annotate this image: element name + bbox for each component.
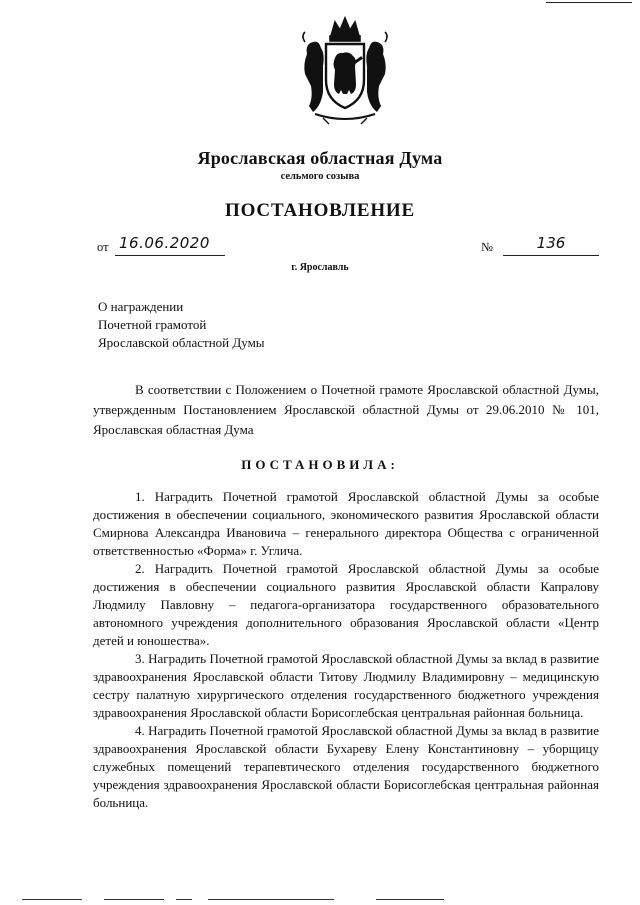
bottom-edge-rules <box>0 899 640 901</box>
resolved-heading: ПОСТАНОВИЛА: <box>241 457 399 472</box>
convocation-label: сельмого созыва <box>280 171 360 182</box>
resolution-item: 3. Наградить Почетной грамотой Ярославской областной Думы за вклад в развитие здравоохранения Ярославской области Титову Людмилу Владимировну – медицинскую сестру палатную хирургического отделения государственного бюджетного учреждения здравоохранения Ярославской области Борисоглебская центральная районная больница. <box>93 651 599 720</box>
coat-of-arms-icon <box>299 14 391 126</box>
top-edge-rule <box>546 2 632 3</box>
city-label: г. Ярославль <box>291 262 349 273</box>
subject-block <box>98 298 265 352</box>
subject-line: Почетной грамотой <box>98 317 207 332</box>
resolution-items <box>93 488 599 812</box>
number-label: № <box>481 240 493 254</box>
organization-name: Ярославская областная Дума <box>197 148 443 168</box>
number-value: 136 <box>503 234 599 256</box>
subject-line: О награждении <box>98 299 184 314</box>
document-type-title: ПОСТАНОВЛЕНИЕ <box>225 200 415 221</box>
date-label: от <box>97 240 109 254</box>
resolution-item: 2. Наградить Почетной грамотой Ярославской областной Думы за особые достижения в обеспечении социального развития Ярославской области Капралову Людмилу Павловну – педагога-организатора государственного образовательного автономного учреждения дополнительного образования Ярославской области «Центр детей и юношества». <box>93 561 599 648</box>
resolution-item: 1. Наградить Почетной грамотой Ярославской областной Думы за особые достижения в обеспечении социального, экономического развития Ярославской области Смирнова Александра Ивановича – генерального директора Общества с ограниченной ответственностью «Форма» г. Углича. <box>93 489 599 558</box>
preamble-paragraph: В соответствии с Положением о Почетной грамоте Ярославской областной Думы, утвержденным Постановлением Ярославской областной Думы от 29.06.2010 № 101, Ярославская областная Дума <box>93 382 599 437</box>
subject-line: Ярославской областной Думы <box>98 335 265 350</box>
date-value: 16.06.2020 <box>115 234 225 256</box>
resolution-item: 4. Наградить Почетной грамотой Ярославской областной Думы за вклад в развитие здравоохранения Ярославской области Бухареву Елену Константиновну – уборщицу служебных помещений терапевтического отделения государственного бюджетного учреждения здравоохранения Ярославской области Борисоглебская центральная районная больница. <box>93 723 599 810</box>
